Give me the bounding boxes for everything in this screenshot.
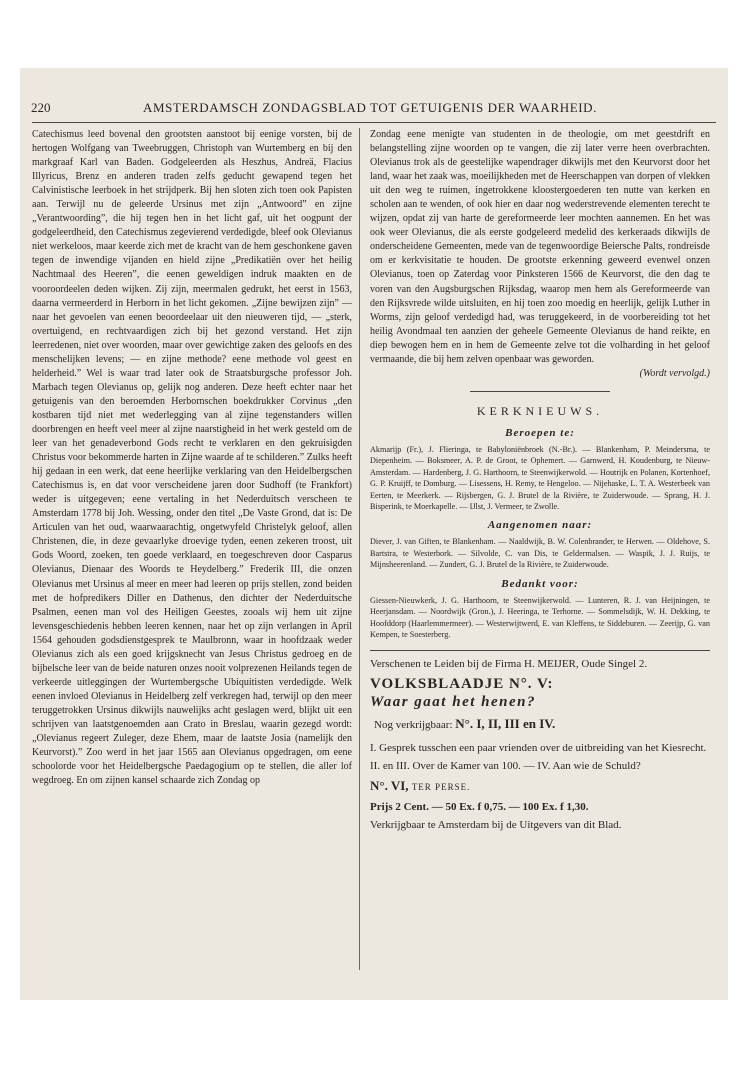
bedankt-list: Giessen-Nieuwkerk, J. G. Harthoorn, te Steenwijkerwold. — Lunteren, R. J. van Heijningen, te Heerjansdam. — Noordwijk (Gron.), J. Heeringa, te Terhorne. — Sommelsdijk, W. H. Dekking, te Hoofddorp (Haarlemmermeer). — Westerwijtwerd, E. van Kleffens, te Siddeburen. — Zeerijp, G. van Kempen, te Soesterberg. (370, 595, 710, 639)
ad-item-1: I. Gesprek tusschen een paar vrienden over de uitbreiding van het Kiesrecht. (370, 741, 707, 754)
ad-stock-label: Nog verkrijgbaar: (374, 719, 453, 732)
ad-availability: Verkrijgbaar te Amsterdam bij de Uitgevers van dit Blad. (370, 818, 622, 831)
ad-vi-note: TER PERSE. (411, 781, 471, 792)
right-column (370, 128, 710, 832)
advertisement (370, 657, 710, 831)
column-divider (359, 128, 360, 970)
ad-item-vi (370, 779, 710, 794)
header-rule (32, 122, 716, 123)
ad-publisher: Verschenen te Leiden bij de Firma H. MEIJER, Oude Singel 2. (370, 658, 648, 671)
aangenomen-list: Diever, J. van Giften, te Blankenham. — Naaldwijk, B. W. Colenbrander, te Herwen. — Oldehove, S. Bartstra, te Westerbork. — Silvolde, C. van Dis, te Geldermalsen. — Waspik, J. J. Ruijs, te Mijnsheerenland. — Zundert, G. J. Brutel de la Rivière, te Zuiderwoude. (370, 537, 710, 570)
kerknieuws-title: KERKNIEUWS. (476, 403, 604, 418)
continued-note: (Wordt vervolgd.) (639, 367, 710, 379)
ad-price: Prijs 2 Cent. — 50 Ex. f 0,75. — 100 Ex. f 1,30. (370, 800, 589, 813)
section-rule (470, 391, 610, 392)
article-continuation: Zondag eene menigte van studenten in de theologie, om met geestdrift en belangstelling zijne woorden op te vangen, die zij later verre heen overbrachten. Olevianus trok als de geestelijke wapendrager dikwijls met den Keurvorst door het land, waar het zaak was, moeilijkheden met de Heerschappen van dorpen of vlekken uit den weg te ruimen, ingetrokkene kloostergoederen ten nutte van kerken en scholen aan te wenden, of ook hier en daar nog wederstrevende elementen terecht te wijzen, opdat zij van harte de gereformeerde leer mochten aannemen. En het was ook weer Olevianus, die als eerste godgeleerd medelid des kerkeraads dikwijls de onderscheidene Gemeenten, mede van de tegenwoordige Beiersche Palts, rondreisde om er kerkvisitatie te houden. De grootste erkenning geweerd evenwel onzen Olevianus, toen op Zaterdag voor Pinksteren 1566 de Keurvorst, die den dag te voren van den Augsburgschen Rijksdag, waarop men hem als Gereformeerde van den Rijksvrede wilde uitsluiten, en hij toen zoo moedig en heerlijk, gelijk Luther in Worms, zijn geloof verdedigd had, was teruggekeerd, in de voorbereiding tot het heilig Avondmaal ten aanzien der geheele Gemeente Olevianus de hand reikte, en diep bewogen hem en in hem de Gemeente zelve tot die volharding in het geloof vermaande, die bij hem zelven openbaar was geworden. (370, 129, 710, 365)
beroepen-heading: Beroepen te: (505, 426, 575, 439)
ad-title: VOLKSBLAADJE N°. V: (370, 676, 554, 693)
ad-item-2: II. en III. Over de Kamer van 100. — IV. Aan wie de Schuld? (370, 759, 641, 772)
newspaper-page (20, 68, 728, 1000)
left-column (32, 128, 352, 788)
page-header (20, 98, 728, 118)
left-column-text: Catechismus leed bovenal den grootsten aanstoot bij eenige vorsten, bij de hertogen Wolfgang van Tweebruggen, Christoph van Wurtemberg en bij den markgraaf Karl van Baden. Godgeleerden als Heszhus, Andreä, Flacius Illyricus, Brenz en anderen traden zelfs geducht gewapend tegen het Calvinistische leerboek in het strijdperk. Bij hen sloten zich toen ook Papisten aan. Terwijl nu de geleerde Ursinus met zijn „Antwoord” en zijne „Verantwoording”, die hij tegen hen in het licht gaf, uit het oogpunt der godgeleerdheid, den Catechismus zegevierend verdedigde, bleef ook Olevianus niet werkeloos, maar keerde zich met de kracht van de hem geschonkene gaven tegen de inwendige vijanden en hield zijne „Predikatiën over het heilig Nachtmaal des Heeren”, die eenen geweldigen indruk maakten en de vooroordeelen deden wijken. Zij zijn, meermalen gedrukt, het eerst in 1563, daarna vermeerderd in Herborn in het licht gekomen. „Zijne bewijzen zijn” — naar het gevoelen van eenen beoordeelaar uit den nieuweren tijd, — „sterk, overtuigend, en rechtvaardigen zich bij het gezond verstand. Het zijn leerredenen, niet over woorden, maar over gewichtige zaken des geloofs en des menschelijken levens; — en zijne methode? eene methode vol geest en helderheid.” Wel is waar trad later ook de Straatsburgsche professor Joh. Marbach tegen Olevianus op, gelijk nog anderen. Deze heeft echter naar het getuigenis van den beroemden Herbornschen boekdrukker Corvinus „den kostbaren tijd niet met wederlegging van al zijne tegenstanders willen doorbrengen en heeft veel meer al zijne naarstigheid in het werk gesteld om de leer van het genadeverbond Gods recht te verklaren en den gekruisigden Christus voor bekommerde harten in Zijne waarde af te schilderen.” Zulks heeft hij gedaan in een werk, dat eene heerlijke verklaring van den Heidelbergschen Catechismus is, en dat voor verscheidene jaren door Sudhoff (te Frankfort) weder is uitgegeven; eene vertaling in het Nederduitsch verscheen te Amsterdam 1778 bij Joh. Wessing, onder den titel „De Vaste Grond, dat is: De Articulen van het oud, waarwaarachtig, ongetwyfeld Christelyk geloof, allen Christenen, die, in deze gevaarlyke droevige tyden, eenen zekeren troost, uit Gods Woord, zoeken, ten goede verklaard, en toegeschreven door Casparus Olevianus, Dienaar des Woords te Heydelberg.” Frederik III, die onzen Olevianus met Ursinus al meer en meer had leeren op prijs stellen, zond beiden met de hofpredikers Diller en Dathenus, den dichter der Nederduitsche Psalmen, eenen man vol des Heiligen Geestes, zooals wij hem uit zijne levensgeschiedenis hebben leeren kennen, naar het op zijn verlangen in April 1564 gehouden godsdienstgesprek te Maulbronn, waar in hoofdzaak weder Olevianus zich als een goed krijgsknecht van Jesus Christus gedroeg en de bijbelsche leer van de beide naturen onzes nooit volprezenen Heilands tegen de verkeerde uitleggingen der Wurtembergsche Ubiquitisten verdedigde. Welk eenen invloed Olevianus in Heidelberg zelf verkregen had, terwijl op den meer teruggetrokken Ursinus dikwijls nauwelijks acht geslagen werd, blijkt uit een schrijven van laatstgenoemden aan Crato in Breslau, waarin gezegd wordt: „Olevianus regeert Zuleger, deze Ehem, maar de laatste Josia (namelijk den Keurvorst).” Zoo werd in het jaar 1565 aan Olevianus opgedragen, om eene schoolorde voor het Heidelbergsche Paedagogium op te stellen, die aller lof wegdroeg. En om zijnen kansel schaarde zich Zondag op (32, 129, 352, 787)
page-number: 220 (31, 100, 51, 115)
ad-vi-number: N°. VI, (370, 777, 409, 793)
ad-stock-numbers: N°. I, II, III en IV. (455, 716, 556, 732)
aangenomen-heading: Aangenomen naar: (487, 519, 593, 532)
advertisement-rule (370, 650, 710, 651)
bedankt-heading: Bedankt voor: (501, 577, 579, 590)
ad-subtitle: Waar gaat het henen? (370, 694, 536, 711)
ad-stock (370, 717, 710, 732)
running-title: AMSTERDAMSCH ZONDAGSBLAD TOT GETUIGENIS DER WAARHEID. (142, 100, 598, 115)
beroepen-list: Akmarijp (Fr.), J. Flieringa, te Babyloniënbroek (N.-Br.). — Blankenham, P. Meindersma, te Diepenheim. — Boksmeer, A. P. de Groot, te Ophemert. — Garnwerd, H. Koudenburg, te Nieuw-Amsterdam. — Hardenberg, J. G. Harthoorn, te Steenwijkerwold. — Houtrijk en Polanen, Kortenhoef, G. P. Kruijff, te Domburg. — Lisessens, H. Remy, te Hengeloo. — Nijehaske, L. T. A. Westerbeek van Eerten, te Meerkerk. — Rijsbergen, G. J. Brutel de la Rivière, te Zuiderwoude. — Sprang, H. J. Bisperink, te Moerkapelle. — IJlst, J. Vermeer, te Zwolle. (370, 444, 710, 511)
